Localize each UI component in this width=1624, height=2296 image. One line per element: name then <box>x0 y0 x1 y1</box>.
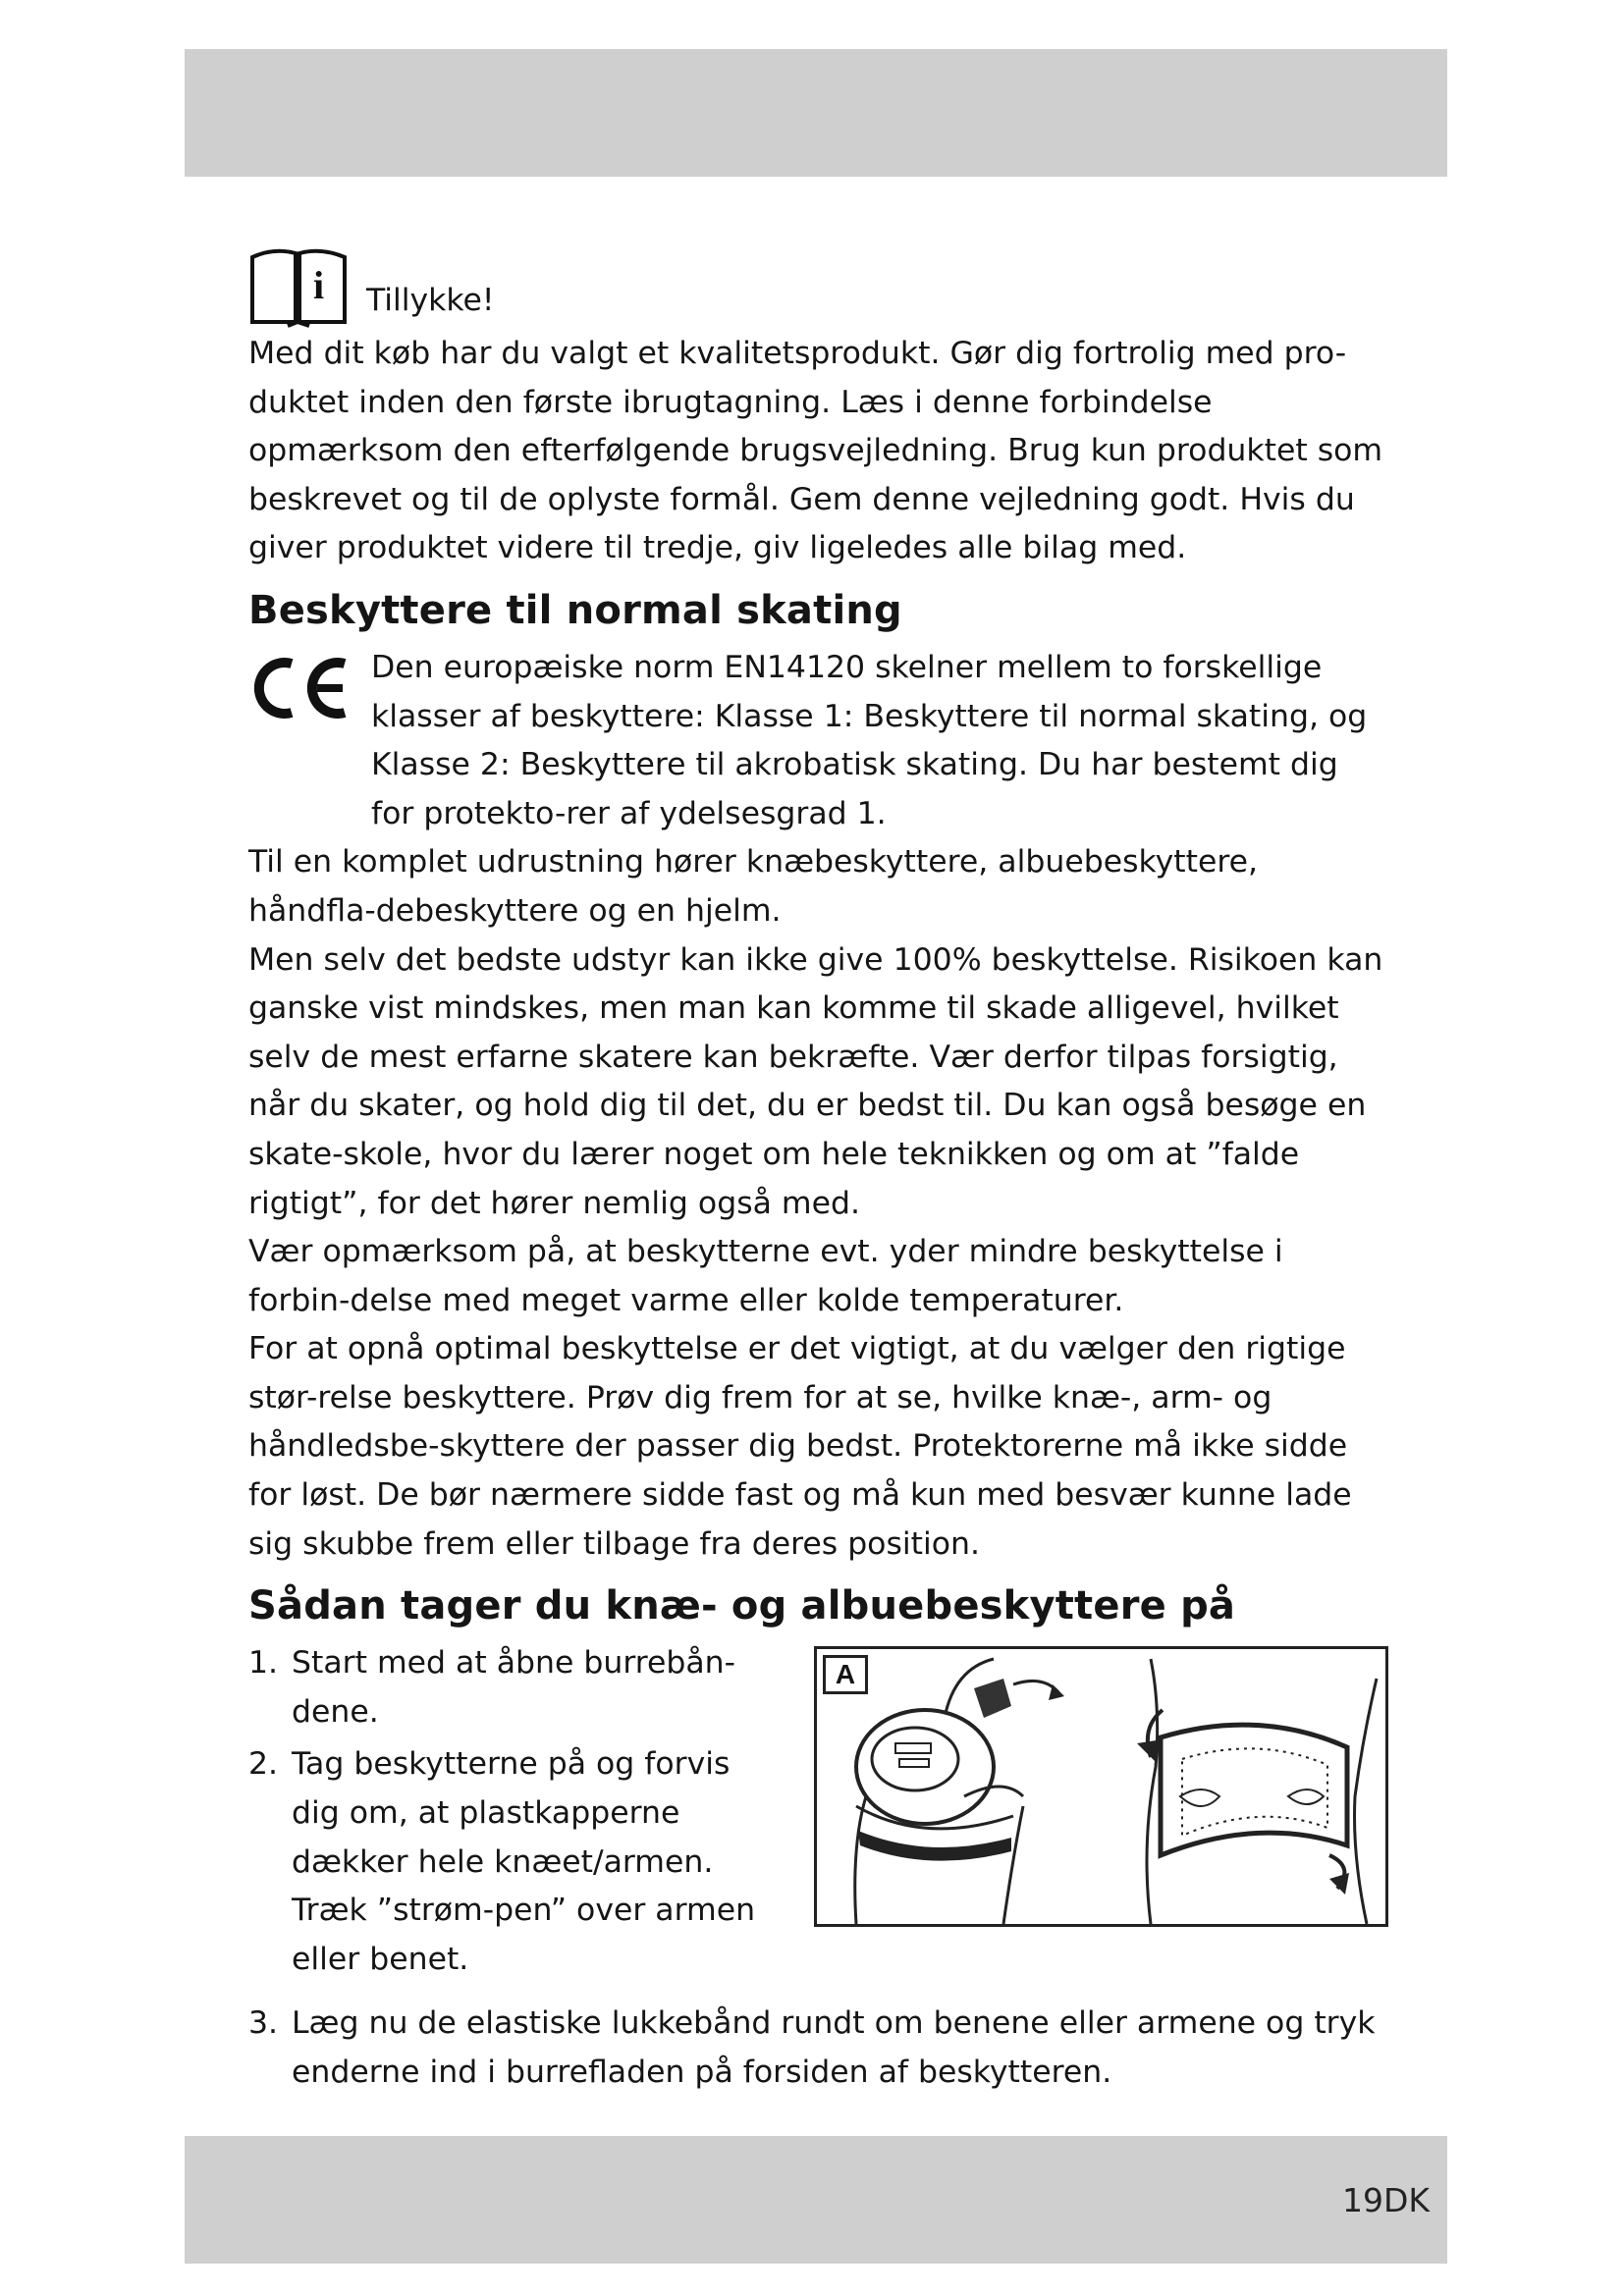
header-band <box>185 49 1447 177</box>
step-text: Læg nu de elastiske lukkebånd rundt om benene eller armene og tryk enderne ind i burrefladen på forsiden af beskytteren. <box>292 2005 1376 2090</box>
step-number: 1. <box>248 1645 279 1682</box>
ce-norm-block <box>248 644 1387 838</box>
figure-label: A <box>823 1655 868 1694</box>
page-number: 19DK <box>1341 2181 1430 2219</box>
step-text: Tag beskytterne på og forvis dig om, at plastkapperne dækker hele knæet/armen. Træk ”strøm-pen” over armen eller benet. <box>292 1746 756 1977</box>
section-heading-normal-skating: Beskyttere til normal skating <box>248 587 902 633</box>
step-item <box>248 2000 1387 2097</box>
steps-list <box>248 1639 1387 2097</box>
step-number: 3. <box>248 2005 279 2042</box>
equipment-paragraph: Til en komplet udrustning hører knæbeskyttere, albuebeskyttere, håndfla-debeskyttere og en hjelm. <box>248 844 1258 929</box>
size-paragraph: For at opnå optimal beskyttelse er det vigtigt, at du vælger den rigtige stør-relse beskyttere. Prøv dig frem for at se, hvilke knæ-, arm- og håndledsbe-skyttere der passer dig bedst. Protektorerne må ikke sidde for løst. De bør nærmere sidde fast og må kun med besvær kunne lade sig skubbe frem eller tilbage fra deres position. <box>248 1331 1352 1562</box>
ce-mark-icon <box>248 658 356 719</box>
step-number: 2. <box>248 1746 279 1783</box>
intro-header <box>248 236 1387 330</box>
temperature-paragraph: Vær opmærksom på, at beskytterne evt. yder mindre beskyttelse i forbin-delse med meget varme eller kolde temperaturer. <box>248 1234 1283 1318</box>
section-heading-how-to-wear: Sådan tager du knæ- og albuebeskyttere på <box>248 1583 1236 1629</box>
knee-pad-illustration <box>817 1649 1385 1924</box>
illustration-figure-a <box>814 1646 1388 1927</box>
step-text: Start med at åbne burrebån-dene. <box>292 1645 735 1730</box>
intro-paragraph: Med dit køb har du valgt et kvalitetsprodukt. Gør dig fortrolig med pro-duktet inden den første ibrugtagning. Læs i denne forbindelse opmærksom den efterfølgende brugsvejledning. Brug kun produktet som beskrevet og til de oplyste formål. Gem denne vejledning godt. Hvis du giver produktet videre til tredje, giv ligeledes alle bilag med. <box>248 336 1383 566</box>
svg-text:i: i <box>313 263 325 307</box>
info-book-icon <box>248 243 349 330</box>
footer-band <box>185 2136 1447 2264</box>
page-content <box>248 236 1387 2098</box>
greeting: Tillykke! <box>366 283 495 319</box>
risk-paragraph: Men selv det bedste udstyr kan ikke give 100% beskyttelse. Risikoen kan ganske vist mindskes, men man kan komme til skade alligevel, hvilket selv de mest erfarne skatere kan bekræfte. Vær derfor tilpas forsigtig, når du skater, og hold dig til det, du er bedst til. Du kan også besøge en skate-skole, hvor du lærer noget om hele teknikken og om at ”falde rigtigt”, for det hører nemlig også med. <box>248 941 1383 1221</box>
ce-norm-paragraph: Den europæiske norm EN14120 skelner mellem to forskellige klasser af beskyttere: Klasse 1: Beskyttere til normal skating, og Klasse 2: Beskyttere til akrobatisk skating. Du har bestemt dig for protekto-rer af ydelsesgrad 1. <box>371 649 1368 831</box>
